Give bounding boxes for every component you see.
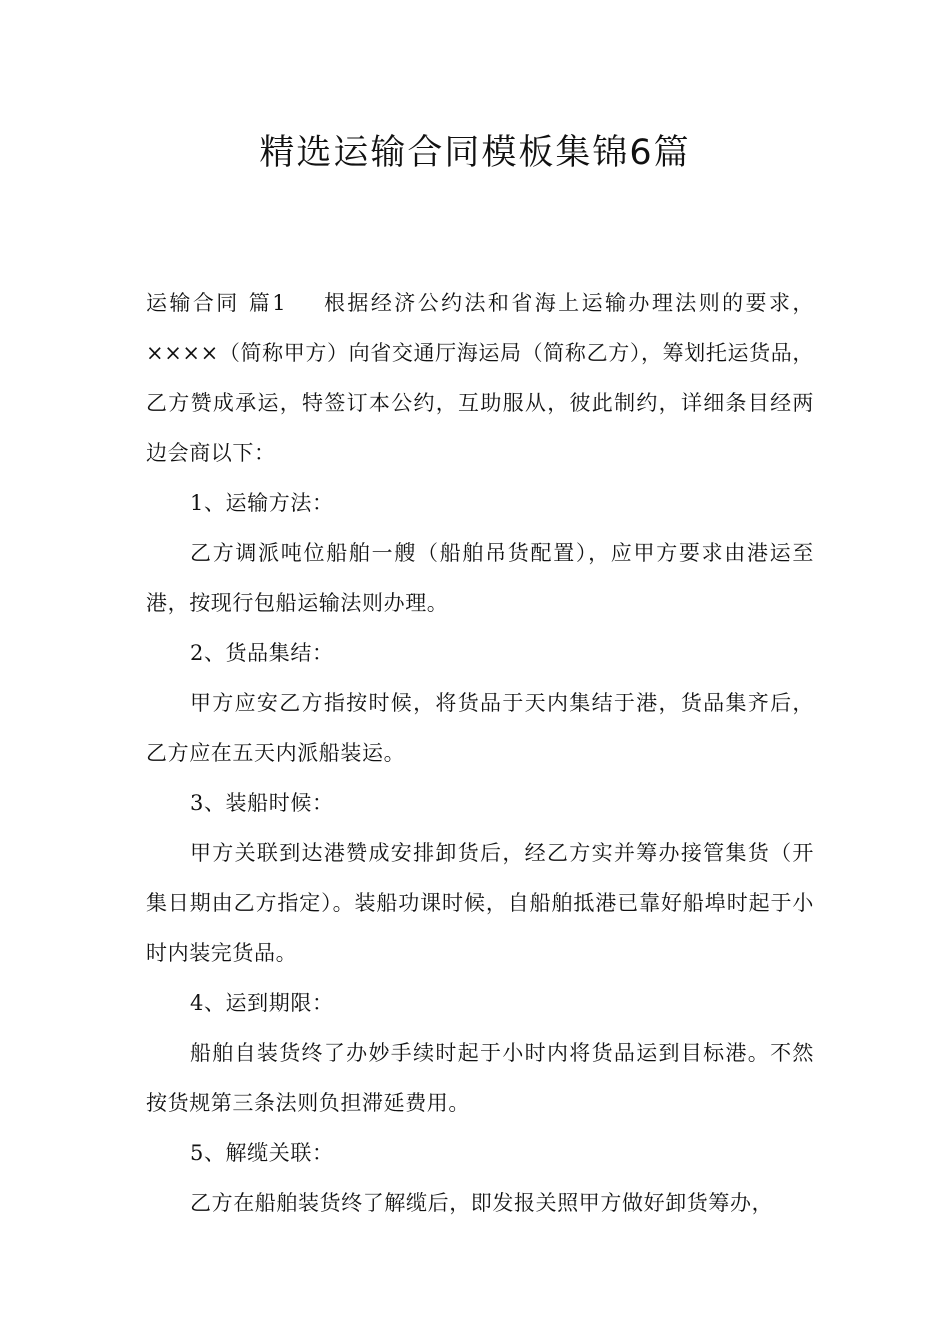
clause-heading-3: 3、装船时候： (190, 791, 334, 815)
intro-text: 根据经济公约法和省海上运输办理法则的要求，××××（简称甲方）向省交通厅海运局（简称乙方），筹划托运货品，乙方赞成承运，特签订本公约，互助服从，彼此制约，详细条目经两边会商以下： (146, 291, 814, 465)
clause-text-2: 甲方应安乙方指按时候，将货品于天内集结于港，货品集齐后，乙方应在五天内派船装运。 (146, 691, 814, 765)
clause-heading-1: 1、运输方法： (190, 491, 334, 515)
intro-paragraph (146, 278, 814, 478)
document-body (146, 278, 814, 1228)
document-title: 精选运输合同模板集锦6篇 (259, 133, 691, 173)
section-heading: 运输合同 篇1 (146, 291, 287, 315)
clause-text-4: 船舶自装货终了办妙手续时起于小时内将货品运到目标港。不然按货规第三条法则负担滞延费用。 (146, 1041, 814, 1115)
clause-heading-5: 5、解缆关联： (190, 1141, 334, 1165)
clause-text-5: 乙方在船舶装货终了解缆后，即发报关照甲方做好卸货筹办， (190, 1191, 774, 1215)
clause-heading-2: 2、货品集结： (190, 641, 334, 665)
clause-text-3: 甲方关联到达港赞成安排卸货后，经乙方实并筹办接管集货（开集日期由乙方指定）。装船功课时候，自船舶抵港已靠好船埠时起于小时内装完货品。 (146, 841, 814, 965)
clause-heading-4: 4、运到期限： (190, 991, 334, 1015)
clause-text-1: 乙方调派吨位船舶一艘（船舶吊货配置），应甲方要求由港运至港，按现行包船运输法则办理。 (146, 541, 814, 615)
